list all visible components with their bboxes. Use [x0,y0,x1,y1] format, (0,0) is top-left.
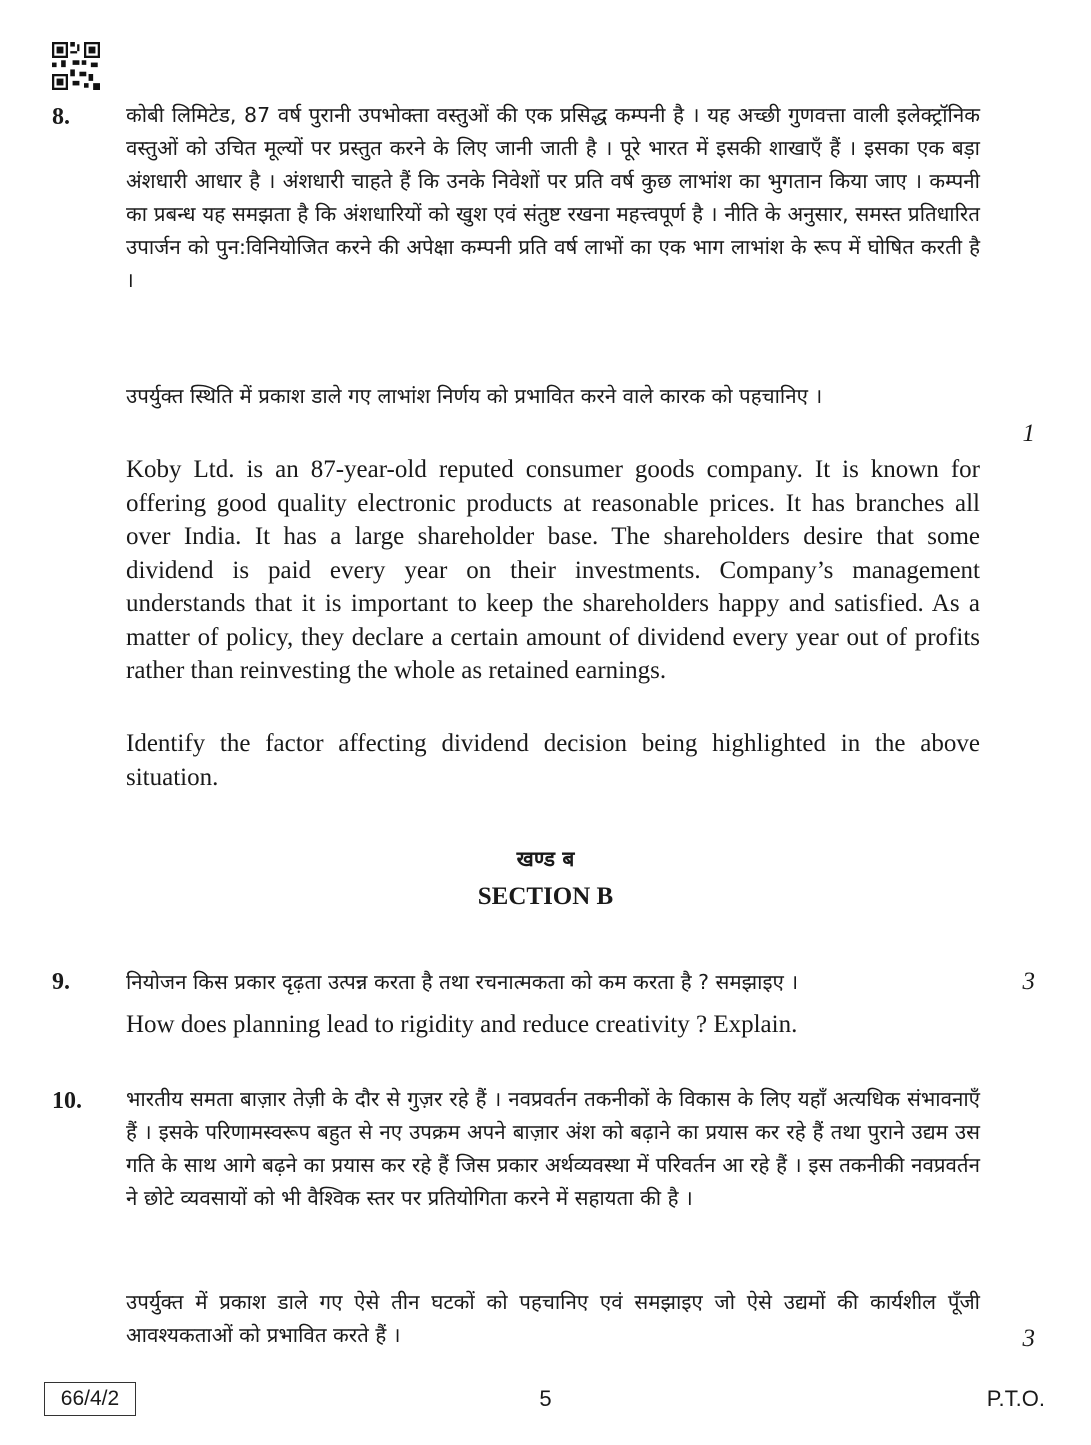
question-10-hindi-text: भारतीय समता बाज़ार तेज़ी के दौर से गुज़र रहे हैं । नवप्रवर्तन तकनीकों के विकास के लिए यहाँ अत्यधिक संभावनाएँ हैं । इसके परिणामस्वरूप बहुत से नए उपक्रम अपने बाज़ार अंश को बढ़ाने का प्रयास कर रहे हैं तथा पुराने उद्यम उस गति के साथ आगे बढ़ने का प्रयास कर रहे हैं जिस प्रकार अर्थव्यवस्था में परिवर्तन आ रहे हैं । इस तकनीकी नवप्रवर्तन ने छोटे व्यवसायों को भी वैश्विक स्तर पर प्रतियोगिता करने में सहायता की है । [126,1087,980,1210]
section-title-english: SECTION B [477,883,614,910]
section-title-hindi: खण्ड ब [516,847,575,871]
question-9-marks: 3 [1022,968,1035,995]
question-9-english: How does planning lead to rigidity and reduce creativity ? Explain. [126,1011,798,1038]
question-number: 9. [52,969,70,995]
question-10-hindi-question: उपर्युक्त में प्रकाश डाले गए ऐसे तीन घटकों को पहचानिए एवं समझाइए जो ऐसे उद्यमों की कार्यशील पूँजी आवश्यकताओं को प्रभावित करते हैं । [126,1290,980,1347]
question-10-marks: 3 [1022,1325,1035,1352]
question-8-english-question: Identify the factor affecting dividend decision being highlighted in the above situation. [126,730,980,791]
question-8-english-text: Koby Ltd. is an 87-year-old reputed consumer goods company. It is known for offering good quality electronic products at reasonable prices. It has branches all over India. It has a large shareholder base. The shareholders desire that some dividend is paid every year on their investments. Company’s management understands that it is important to keep the shareholders happy and satisfied. As a matter of policy, they declare a certain amount of dividend every year out of profits rather than reinvesting the whole as retained earnings. [126,456,980,684]
paper-code: 66/4/2 [44,1382,136,1416]
page-number: 5 [539,1386,552,1411]
question-9-hindi: नियोजन किस प्रकार दृढ़ता उत्पन्न करता है तथा रचनात्मकता को कम करता है ? समझाइए । [126,970,799,994]
question-number: 8. [52,104,70,130]
question-number: 10. [52,1088,82,1114]
question-8-hindi-text: कोबी लिमिटेड, 87 वर्ष पुरानी उपभोक्ता वस्तुओं की एक प्रसिद्ध कम्पनी है । यह अच्छी गुणवत्ता वाली इलेक्ट्रॉनिक वस्तुओं को उचित मूल्यों पर प्रस्तुत करने के लिए जानी जाती है । पूरे भारत में इसकी शाखाएँ हैं । इसका एक बड़ा अंशधारी आधार है । अंशधारी चाहते हैं कि उनके निवेशों पर प्रति वर्ष कुछ लाभांश का भुगतान किया जाए । कम्पनी का प्रबन्ध यह समझता है कि अंशधारियों को खुश एवं संतुष्ट रखना महत्त्वपूर्ण है । नीति के अनुसार, समस्त प्रतिधारित उपार्जन को पुन:विनियोजित करने की अपेक्षा कम्पनी प्रति वर्ष लाभों का एक भाग लाभांश के रूप में घोषित करती है । [126,103,980,292]
pto-label: P.T.O. [986,1386,1045,1411]
question-8-marks: 1 [1022,420,1035,447]
qr-code-icon [52,42,100,90]
question-8-hindi-question: उपर्युक्त स्थिति में प्रकाश डाले गए लाभांश निर्णय को प्रभावित करने वाले कारक को पहचानिए । [126,384,823,408]
